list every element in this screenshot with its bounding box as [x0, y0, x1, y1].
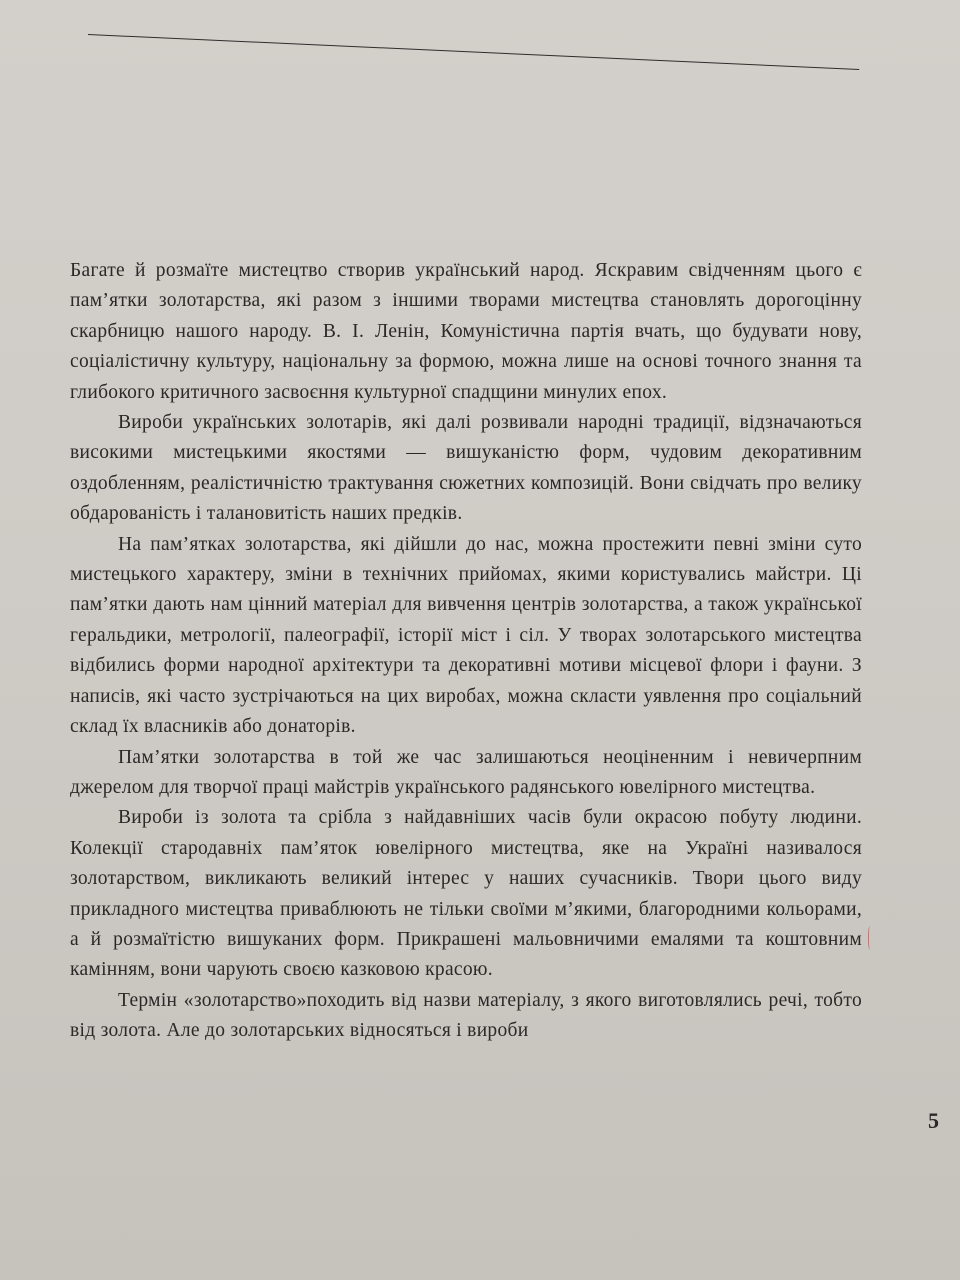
paragraph-intro: Багате й розмаїте мистецтво створив український народ. Яскравим свідченням цього є пам’ятки золотарства, які разом з іншими творами мистецтва становлять дорогоцінну скарбницю нашого народу. В. І. Ленін, Комуністична партія вчать, що будувати нову, соціалістичну культуру, національну за формою, можна лише на основі точного знання та глибокого критичного засвоєння культурної спадщини минулих епох.: [70, 260, 862, 403]
paragraph-gold-silver: Вироби із золота та срібла з найдавніших часів були окрасою побуту людини. Колекції стародавніх пам’яток ювелірного мистецтва, яке на Україні називалося золотарством, викликають великий інтерес у наших сучасників. Твори цього виду прикладного мистецтва приваблюють не тільки своїми м’якими, благородними кольорами, а й розмаїтістю вишуканих форм. Прикрашені мальовничими емалями та коштовним камінням, вони чарують своєю казковою красою.: [70, 807, 862, 981]
page-number: 5: [928, 1108, 939, 1133]
paragraph-source: Пам’ятки золотарства в той же час залишаються неоціненним і невичерпним джерелом для творчої праці майстрів українського радянського ювелірного мистецтва.: [70, 746, 862, 798]
header-rule: [88, 34, 859, 70]
margin-pencil-mark: [868, 926, 873, 950]
paragraph-craftsmen: Вироби українських золотарів, які далі розвивали народні традиції, відзначаються високими мистецькими якостями — вишуканістю форм, чудовим декоративним оздобленням, реалістичністю трактування сюжетних композицій. Вони свідчать про велику обдарованість і талановитість наших предків.: [70, 412, 862, 525]
paragraph-monuments: На пам’ятках золотарства, які дійшли до нас, можна простежити певні зміни суто мистецького характеру, зміни в технічних прийомах, якими користувались майстри. Ці пам’ятки дають нам цінний матеріал для вивчення центрів золотарства, а також української геральдики, метрології, палеографії, історії міст і сіл. У творах золотарського мистецтва відбились форми народної архітектури та декоративні мотиви місцевої флори і фауни. З написів, які часто зустрічаються на цих виробах, можна скласти уявлення про соціальний склад їх власників або донаторів.: [70, 533, 862, 738]
paragraph-term: Термін «золотарство»походить від назви матеріалу, з якого виготовлялись речі, тобто від золота. Але до золотарських відносяться і вироби: [70, 989, 862, 1042]
body-text: [70, 256, 862, 1047]
